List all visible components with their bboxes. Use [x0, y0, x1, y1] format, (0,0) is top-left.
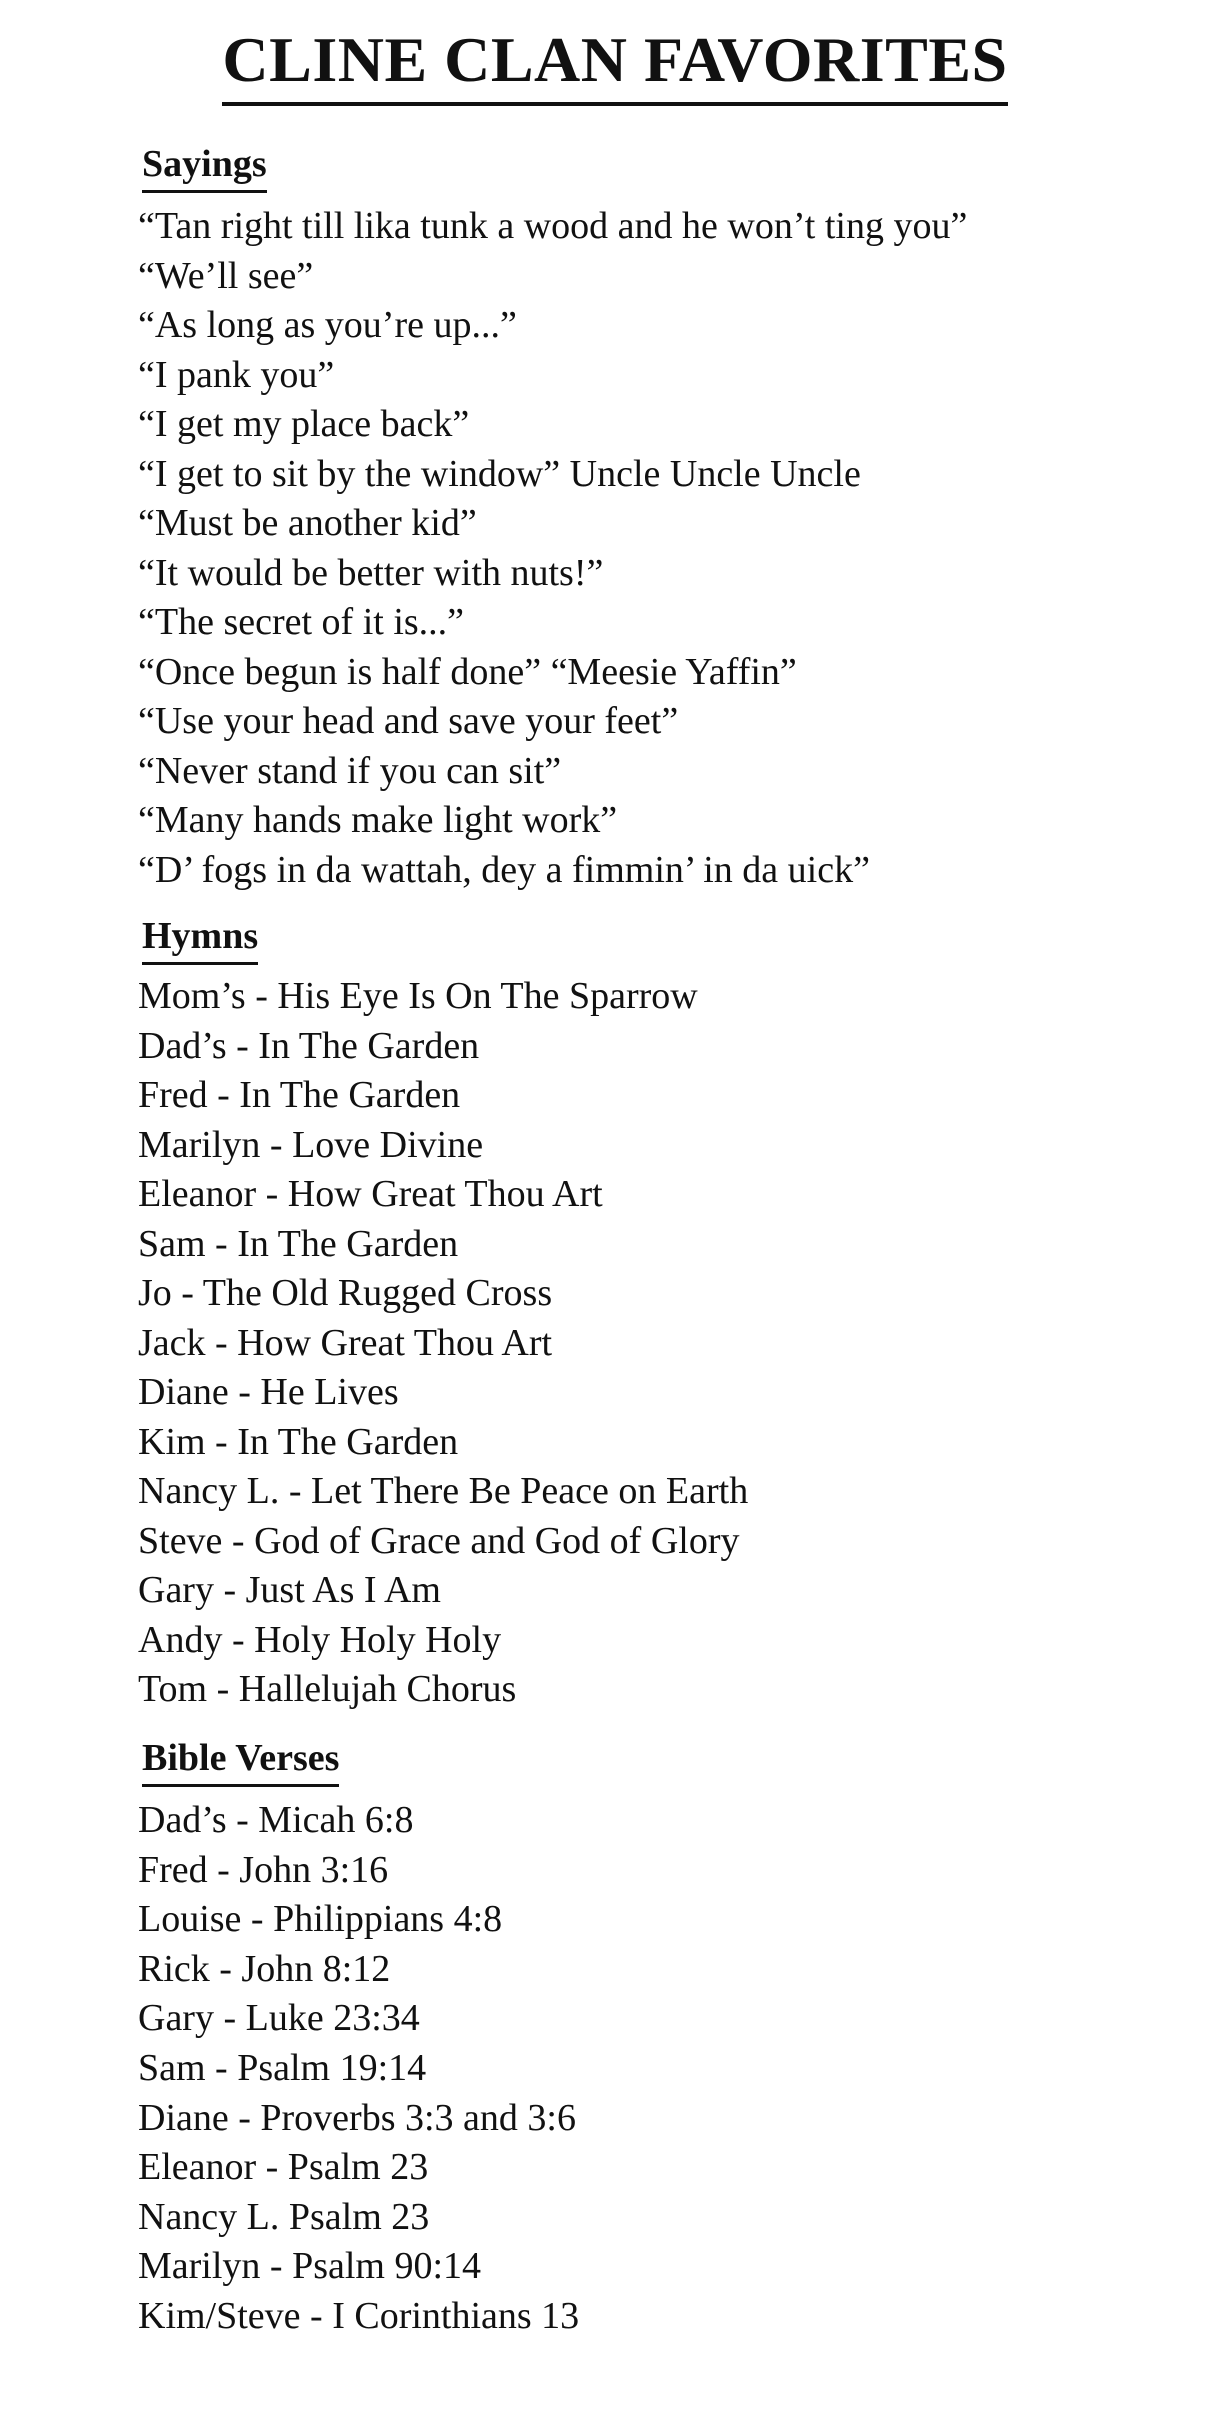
saying-item: “The secret of it is...” — [138, 601, 465, 643]
hymn-item: Mom’s - His Eye Is On The Sparrow — [138, 975, 698, 1017]
hymn-item: Jack - How Great Thou Art — [138, 1321, 553, 1364]
bible-verse-item: Gary - Luke 23:34 — [138, 1997, 420, 2040]
hymn-item: Marilyn - Love Divine — [138, 1123, 484, 1166]
bible-verse-item: Sam - Psalm 19:14 — [138, 2046, 427, 2089]
saying-item: “We’ll see” — [138, 254, 314, 297]
saying-item: “Many hands make light work” — [138, 799, 618, 841]
hymn-item: Diane - He Lives — [138, 1371, 399, 1413]
saying-item: “I pank you” — [138, 353, 335, 396]
saying-item: “Once begun is half done” “Meesie Yaffin” — [138, 650, 797, 693]
saying-item: “Must be another kid” — [138, 502, 477, 544]
sayings-heading: Sayings — [142, 140, 267, 193]
saying-item: “D’ fogs in da wattah, dey a fimmin’ in da uick” — [138, 848, 870, 891]
saying-item: “I get my place back” — [138, 403, 470, 445]
hymn-item: Steve - God of Grace and God of Glory — [138, 1519, 740, 1562]
hymn-item: Nancy L. - Let There Be Peace on Earth — [138, 1470, 749, 1512]
saying-item: “As long as you’re up...” — [138, 304, 517, 346]
bible-verse-item: Marilyn - Psalm 90:14 — [138, 2245, 482, 2288]
bible-verse-item: Kim/Steve - I Corinthians 13 — [138, 2294, 580, 2337]
saying-item: “I get to sit by the window” Uncle Uncle Uncle — [138, 452, 861, 495]
bible-verse-item: Eleanor - Psalm 23 — [138, 2146, 429, 2189]
saying-item: “It would be better with nuts!” — [138, 551, 604, 594]
bible-verses-heading: Bible Verses — [142, 1734, 339, 1787]
hymns-list — [138, 972, 748, 1715]
hymn-item: Eleanor - How Great Thou Art — [138, 1173, 603, 1215]
bible-verse-item: Nancy L. Psalm 23 — [138, 2195, 430, 2238]
hymn-item: Andy - Holy Holy Holy — [138, 1618, 502, 1661]
bible-verse-item: Dad’s - Micah 6:8 — [138, 1799, 414, 1841]
bible-verses-list — [138, 1796, 579, 2342]
bible-verse-item: Rick - John 8:12 — [138, 1947, 391, 1990]
hymn-item: Dad’s - In The Garden — [138, 1024, 480, 1067]
bible-verse-item: Fred - John 3:16 — [138, 1848, 389, 1891]
page-title — [0, 22, 1230, 106]
hymn-item: Fred - In The Garden — [138, 1074, 461, 1116]
hymn-item: Jo - The Old Rugged Cross — [138, 1272, 553, 1314]
hymn-item: Gary - Just As I Am — [138, 1569, 441, 1611]
hymns-heading: Hymns — [142, 912, 258, 965]
saying-item: “Tan right till lika tunk a wood and he won’t ting you” — [138, 205, 968, 247]
hymn-item: Sam - In The Garden — [138, 1222, 459, 1265]
bible-verse-item: Louise - Philippians 4:8 — [138, 1898, 503, 1941]
page-title-text: CLINE CLAN FAVORITES — [222, 22, 1007, 106]
bible-verse-item: Diane - Proverbs 3:3 and 3:6 — [138, 2096, 576, 2139]
sayings-list — [138, 202, 967, 895]
hymn-item: Kim - In The Garden — [138, 1420, 459, 1463]
saying-item: “Use your head and save your feet” — [138, 700, 679, 742]
hymn-item: Tom - Hallelujah Chorus — [138, 1668, 517, 1710]
saying-item: “Never stand if you can sit” — [138, 749, 562, 792]
